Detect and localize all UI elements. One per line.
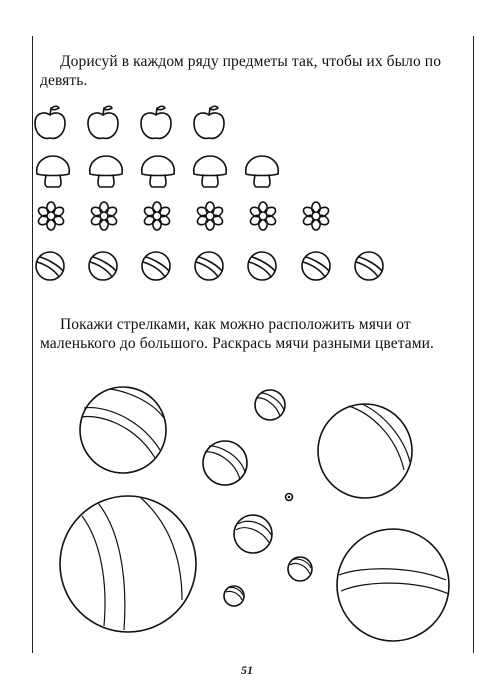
flower-icon <box>302 202 330 230</box>
ball-icon <box>142 252 170 280</box>
ball-icon <box>203 441 247 485</box>
mushroom-icon <box>142 156 175 187</box>
ball-icon <box>234 515 272 553</box>
apple-icon <box>35 106 65 138</box>
mushroom-icon <box>194 156 227 187</box>
ball-icon <box>248 252 276 280</box>
mushroom-icon <box>37 156 70 187</box>
apple-icon <box>88 106 118 138</box>
task-1-instruction: Дорисуй в каждом ряду предметы так, чтобы их было по девять. <box>40 53 442 89</box>
apple-icon <box>141 106 171 138</box>
ball-icon <box>36 252 64 280</box>
apple-row <box>35 106 224 138</box>
page-number: 51 <box>241 663 253 677</box>
flower-icon <box>196 202 224 230</box>
ball-icon <box>302 252 330 280</box>
ball-icon <box>60 496 196 632</box>
flower-icon <box>90 202 118 230</box>
ball-icon <box>224 586 244 606</box>
mushroom-icon <box>246 156 279 187</box>
ball-row <box>36 252 383 280</box>
ball-icon <box>80 387 166 473</box>
mushroom-icon <box>90 156 123 187</box>
ball-icon <box>355 252 383 280</box>
apple-icon <box>194 106 224 138</box>
mushroom-row <box>37 156 279 187</box>
ball-icon <box>337 529 449 641</box>
ball-icon <box>318 404 412 498</box>
ball-icon <box>255 390 285 420</box>
ball-icon <box>89 252 117 280</box>
ball-icon <box>286 494 293 501</box>
task-2-instruction: Покажи стрелками, как можно расположить мячи от маленького до большого. Раскрась мячи разными цветами. <box>40 316 435 352</box>
ball-icon <box>195 252 223 280</box>
flower-icon <box>37 202 65 230</box>
flower-icon <box>143 202 171 230</box>
flower-row <box>37 202 330 230</box>
flower-icon <box>249 202 277 230</box>
balls-group <box>60 387 449 641</box>
ball-icon <box>288 557 312 581</box>
